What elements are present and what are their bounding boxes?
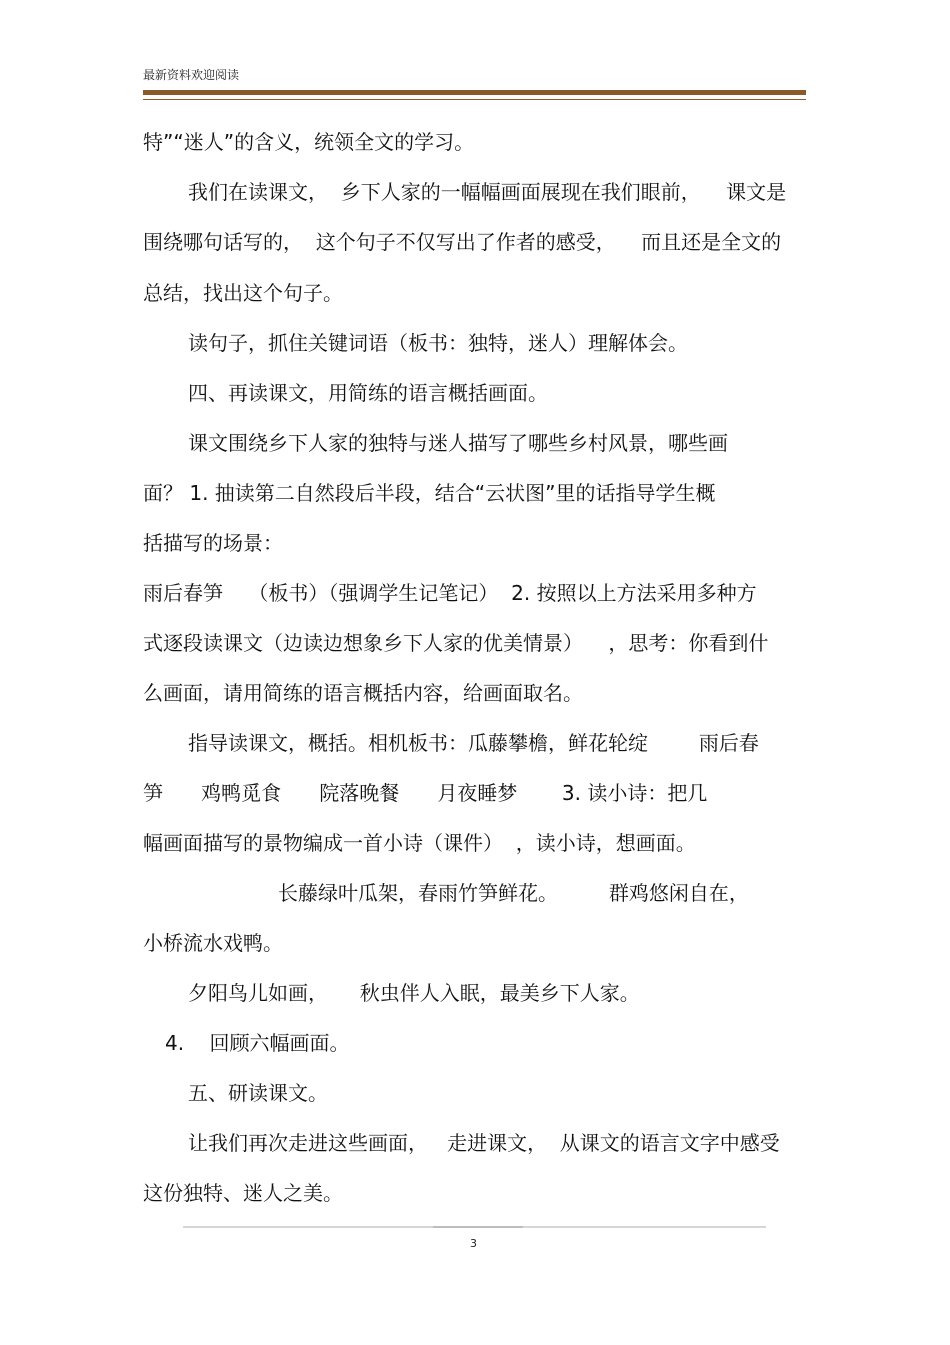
body-line: 四、再读课文，用简练的语言概括画面。 — [188, 381, 548, 405]
body-line: 总结，找出这个句子。 — [143, 281, 343, 305]
body-line: 括描写的场景： — [143, 531, 283, 555]
body-line: 面？ 1. 抽读第二自然段后半段，结合“云状图”里的话指导学生概 — [143, 481, 716, 505]
body-line: 指导读课文，概括。相机板书：瓜藤攀檐，鲜花轮绽 雨后春 — [188, 731, 759, 755]
body-line: 让我们再次走进这些画面， 走进课文， 从课文的语言文字中感受 — [188, 1131, 780, 1155]
body-line: 小桥流水戏鸭。 — [143, 931, 283, 955]
body-line: 幅画面描写的景物编成一首小诗（课件） ，读小诗，想画面。 — [143, 831, 696, 855]
body-line: 夕阳鸟儿如画， 秋虫伴人入眠，最美乡下人家。 — [188, 981, 640, 1005]
footer-rule-center — [433, 1226, 523, 1228]
header-rule-thick — [143, 90, 806, 95]
body-line: 特”“迷人”的含义，统领全文的学习。 — [143, 130, 475, 154]
body-line: 4. 回顾六幅画面。 — [165, 1031, 350, 1055]
body-line: 式逐段读课文（边读边想象乡下人家的优美情景） ，思考：你看到什 — [143, 631, 769, 655]
body-line: 我们在读课文， 乡下人家的一幅幅画面展现在我们眼前， 课文是 — [188, 180, 787, 204]
body-line: 雨后春笋 （板书）（强调学生记笔记） 2. 按照以上方法采用多种方 — [143, 581, 757, 605]
body-line: 五、研读课文。 — [188, 1081, 328, 1105]
body-line: 围绕哪句话写的， 这个句子不仅写出了作者的感受， 而且还是全文的 — [143, 230, 782, 254]
body-line: 读句子，抓住关键词语（板书：独特，迷人）理解体会。 — [188, 331, 688, 355]
body-line: 课文围绕乡下人家的独特与迷人描写了哪些乡村风景，哪些画 — [188, 431, 728, 455]
body-line: 这份独特、迷人之美。 — [143, 1181, 343, 1205]
page-number: 3 — [470, 1237, 477, 1250]
body-line: 笋 鸡鸭觅食 院落晚餐 月夜睡梦 3. 读小诗：把几 — [143, 781, 708, 805]
body-line: 长藤绿叶瓜架，春雨竹笋鲜花。 群鸡悠闲自在， — [278, 881, 749, 905]
body-line: 么画面，请用简练的语言概括内容，给画面取名。 — [143, 681, 583, 705]
header-text: 最新资料欢迎阅读 — [143, 68, 240, 82]
header-rule-thin — [143, 99, 806, 100]
